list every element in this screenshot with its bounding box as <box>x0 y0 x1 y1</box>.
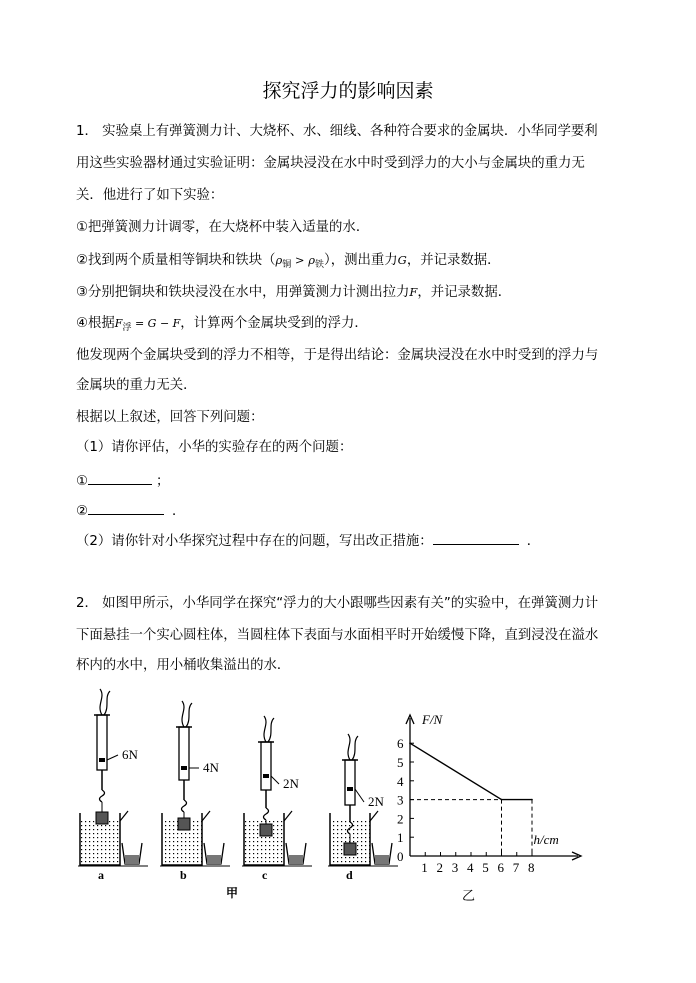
formula-rest: = G − F <box>131 317 181 330</box>
string-icon <box>186 703 192 727</box>
hook-icon <box>182 800 187 812</box>
series-line <box>410 743 532 799</box>
y-tick-label: 0 <box>397 849 404 864</box>
symbol-g: G <box>397 253 407 267</box>
q1-line-3: 关．他进行了如下实验： <box>76 188 224 203</box>
y-tick-label: 3 <box>397 792 404 808</box>
y-tick-label: 1 <box>397 830 404 846</box>
collected-water <box>207 855 221 864</box>
rho-copper: ρ <box>275 253 283 267</box>
blank-1-end: ； <box>156 474 170 489</box>
x-tick-label: 7 <box>512 860 520 875</box>
x-tick-label: 8 <box>528 860 535 875</box>
spout-icon <box>202 811 210 821</box>
string-icon <box>182 701 184 727</box>
panel-label: a <box>98 868 104 882</box>
scale-reading: 2N <box>283 776 299 791</box>
symbol-f: F <box>409 285 418 299</box>
reading-leader <box>271 776 279 784</box>
rho-iron: ρ <box>308 253 315 267</box>
figure-yi-chart <box>397 712 581 875</box>
greater-than: > <box>291 253 309 267</box>
q1-line-2: 用这些实验器材通过实验证明：金属块浸没在水中时受到浮力的大小与金属块的重力无 <box>76 156 585 171</box>
q1-step-1: ①把弹簧测力计调零，在大烧杯中装入适量的水． <box>76 220 370 235</box>
collected-water <box>289 855 303 864</box>
y-tick-label: 5 <box>397 755 404 770</box>
x-tick-label: 1 <box>421 860 428 875</box>
data-point <box>409 742 411 744</box>
collected-water <box>125 855 139 864</box>
figure-jia <box>78 689 398 882</box>
x-tick-label: 2 <box>436 860 443 875</box>
figure-yi-caption: 乙 <box>462 888 476 903</box>
spout-icon <box>370 811 378 821</box>
spring-scale-tube <box>179 727 189 780</box>
q1-sub-1: （1）请你评估，小华的实验存在的两个问题： <box>76 440 353 455</box>
q1-found-1: 他发现两个金属块受到的浮力不相等，于是得出结论：金属块浸没在水中时受到的浮力与 <box>76 348 599 363</box>
y-axis-label: F/N <box>422 712 443 727</box>
x-tick-label: 6 <box>497 860 504 875</box>
data-point <box>501 799 503 801</box>
spring-scale-tube <box>261 742 271 790</box>
q2-line-1: 2． 如图甲所示，小华同学在探究“浮力的大小跟哪些因素有关”的实验中，在弹簧测力计 <box>76 596 599 611</box>
blank-1-label: ① <box>76 474 89 489</box>
step3-text-a: ③分别把铜块和铁块浸没在水中，用弹簧测力计测出拉力 <box>76 285 410 300</box>
step3-text-b: ，并记录数据． <box>417 285 512 300</box>
spring-scale-panel-a <box>78 689 148 882</box>
panel-label: b <box>180 868 187 882</box>
hook-icon <box>100 790 105 802</box>
q2-line-3: 杯内的水中，用小桶收集溢出的水． <box>76 658 291 673</box>
step4-text-b: ，计算两个金属块受到的浮力． <box>180 316 368 331</box>
string-icon <box>352 736 358 760</box>
scale-pointer <box>347 787 353 791</box>
q2-line-2: 下面悬挂一个实心圆柱体，当圆柱体下表面与水面相平时开始缓慢下降，直到浸没在溢水 <box>76 628 599 643</box>
string-icon <box>348 734 350 760</box>
rho-copper-sub: 铜 <box>282 260 292 270</box>
x-tick-label: 5 <box>482 860 489 875</box>
symbol-f-buoy-sub: 浮 <box>122 323 132 333</box>
blank-2-label: ② <box>76 504 89 519</box>
spring-scale-panel-c <box>242 716 312 882</box>
collected-water <box>375 855 389 864</box>
spring-scale-panel-b <box>160 701 230 882</box>
y-tick-label: 4 <box>397 773 404 789</box>
q1-answer-intro: 根据以上叙述，回答下列问题： <box>76 410 264 425</box>
blank-2-end: ． <box>172 504 186 519</box>
y-tick-label: 6 <box>397 736 404 752</box>
string-icon <box>100 689 102 715</box>
q1-line-1: 1． 实验桌上有弹簧测力计、大烧杯、水、细线、各种符合要求的金属块．小华同学要利 <box>76 124 598 139</box>
hook-icon <box>264 808 269 820</box>
step4-text-a: ④根据 <box>76 316 115 331</box>
symbol-f-buoy: F <box>114 317 123 330</box>
string-icon <box>264 716 266 742</box>
scale-pointer <box>181 766 187 770</box>
sub2-text: （2）请你针对小华探究过程中存在的问题，写出改正措施： <box>76 534 433 549</box>
spout-icon <box>284 811 292 821</box>
scale-pointer <box>99 758 105 762</box>
cylinder-block <box>344 843 356 855</box>
step2-text-a: ②找到两个质量相等铜块和铁块（ <box>76 253 276 268</box>
y-tick-label: 2 <box>397 811 404 827</box>
spout-icon <box>120 811 128 821</box>
step2-text-c: ，并记录数据． <box>406 253 501 268</box>
panel-label: d <box>346 868 353 882</box>
reading-leader <box>107 755 118 760</box>
water-fill <box>80 821 120 865</box>
string-icon <box>104 691 110 715</box>
sub2-end: ． <box>526 534 541 549</box>
q1-found-2: 金属块的重力无关． <box>76 378 197 393</box>
scale-reading: 6N <box>122 747 138 762</box>
step2-text-b: ），测出重力 <box>324 253 398 268</box>
x-axis-label: h/cm <box>533 832 559 847</box>
spring-scale-tube <box>345 760 355 805</box>
reading-leader <box>355 789 364 802</box>
scale-pointer <box>263 774 269 778</box>
spring-scale-panel-d <box>328 734 398 882</box>
scale-reading: 2N <box>368 794 384 809</box>
scale-reading: 4N <box>203 760 219 775</box>
panel-label: c <box>262 868 268 882</box>
x-tick-label: 3 <box>451 860 459 875</box>
page-title: 探究浮力的影响因素 <box>262 80 434 102</box>
cylinder-block <box>96 812 108 824</box>
figure-jia-caption: 甲 <box>226 886 239 900</box>
rho-iron-sub: 铁 <box>314 260 324 270</box>
cylinder-block <box>260 824 272 836</box>
x-tick-label: 4 <box>467 860 474 875</box>
string-icon <box>268 718 274 742</box>
cylinder-block <box>178 818 190 830</box>
data-point <box>531 799 533 801</box>
